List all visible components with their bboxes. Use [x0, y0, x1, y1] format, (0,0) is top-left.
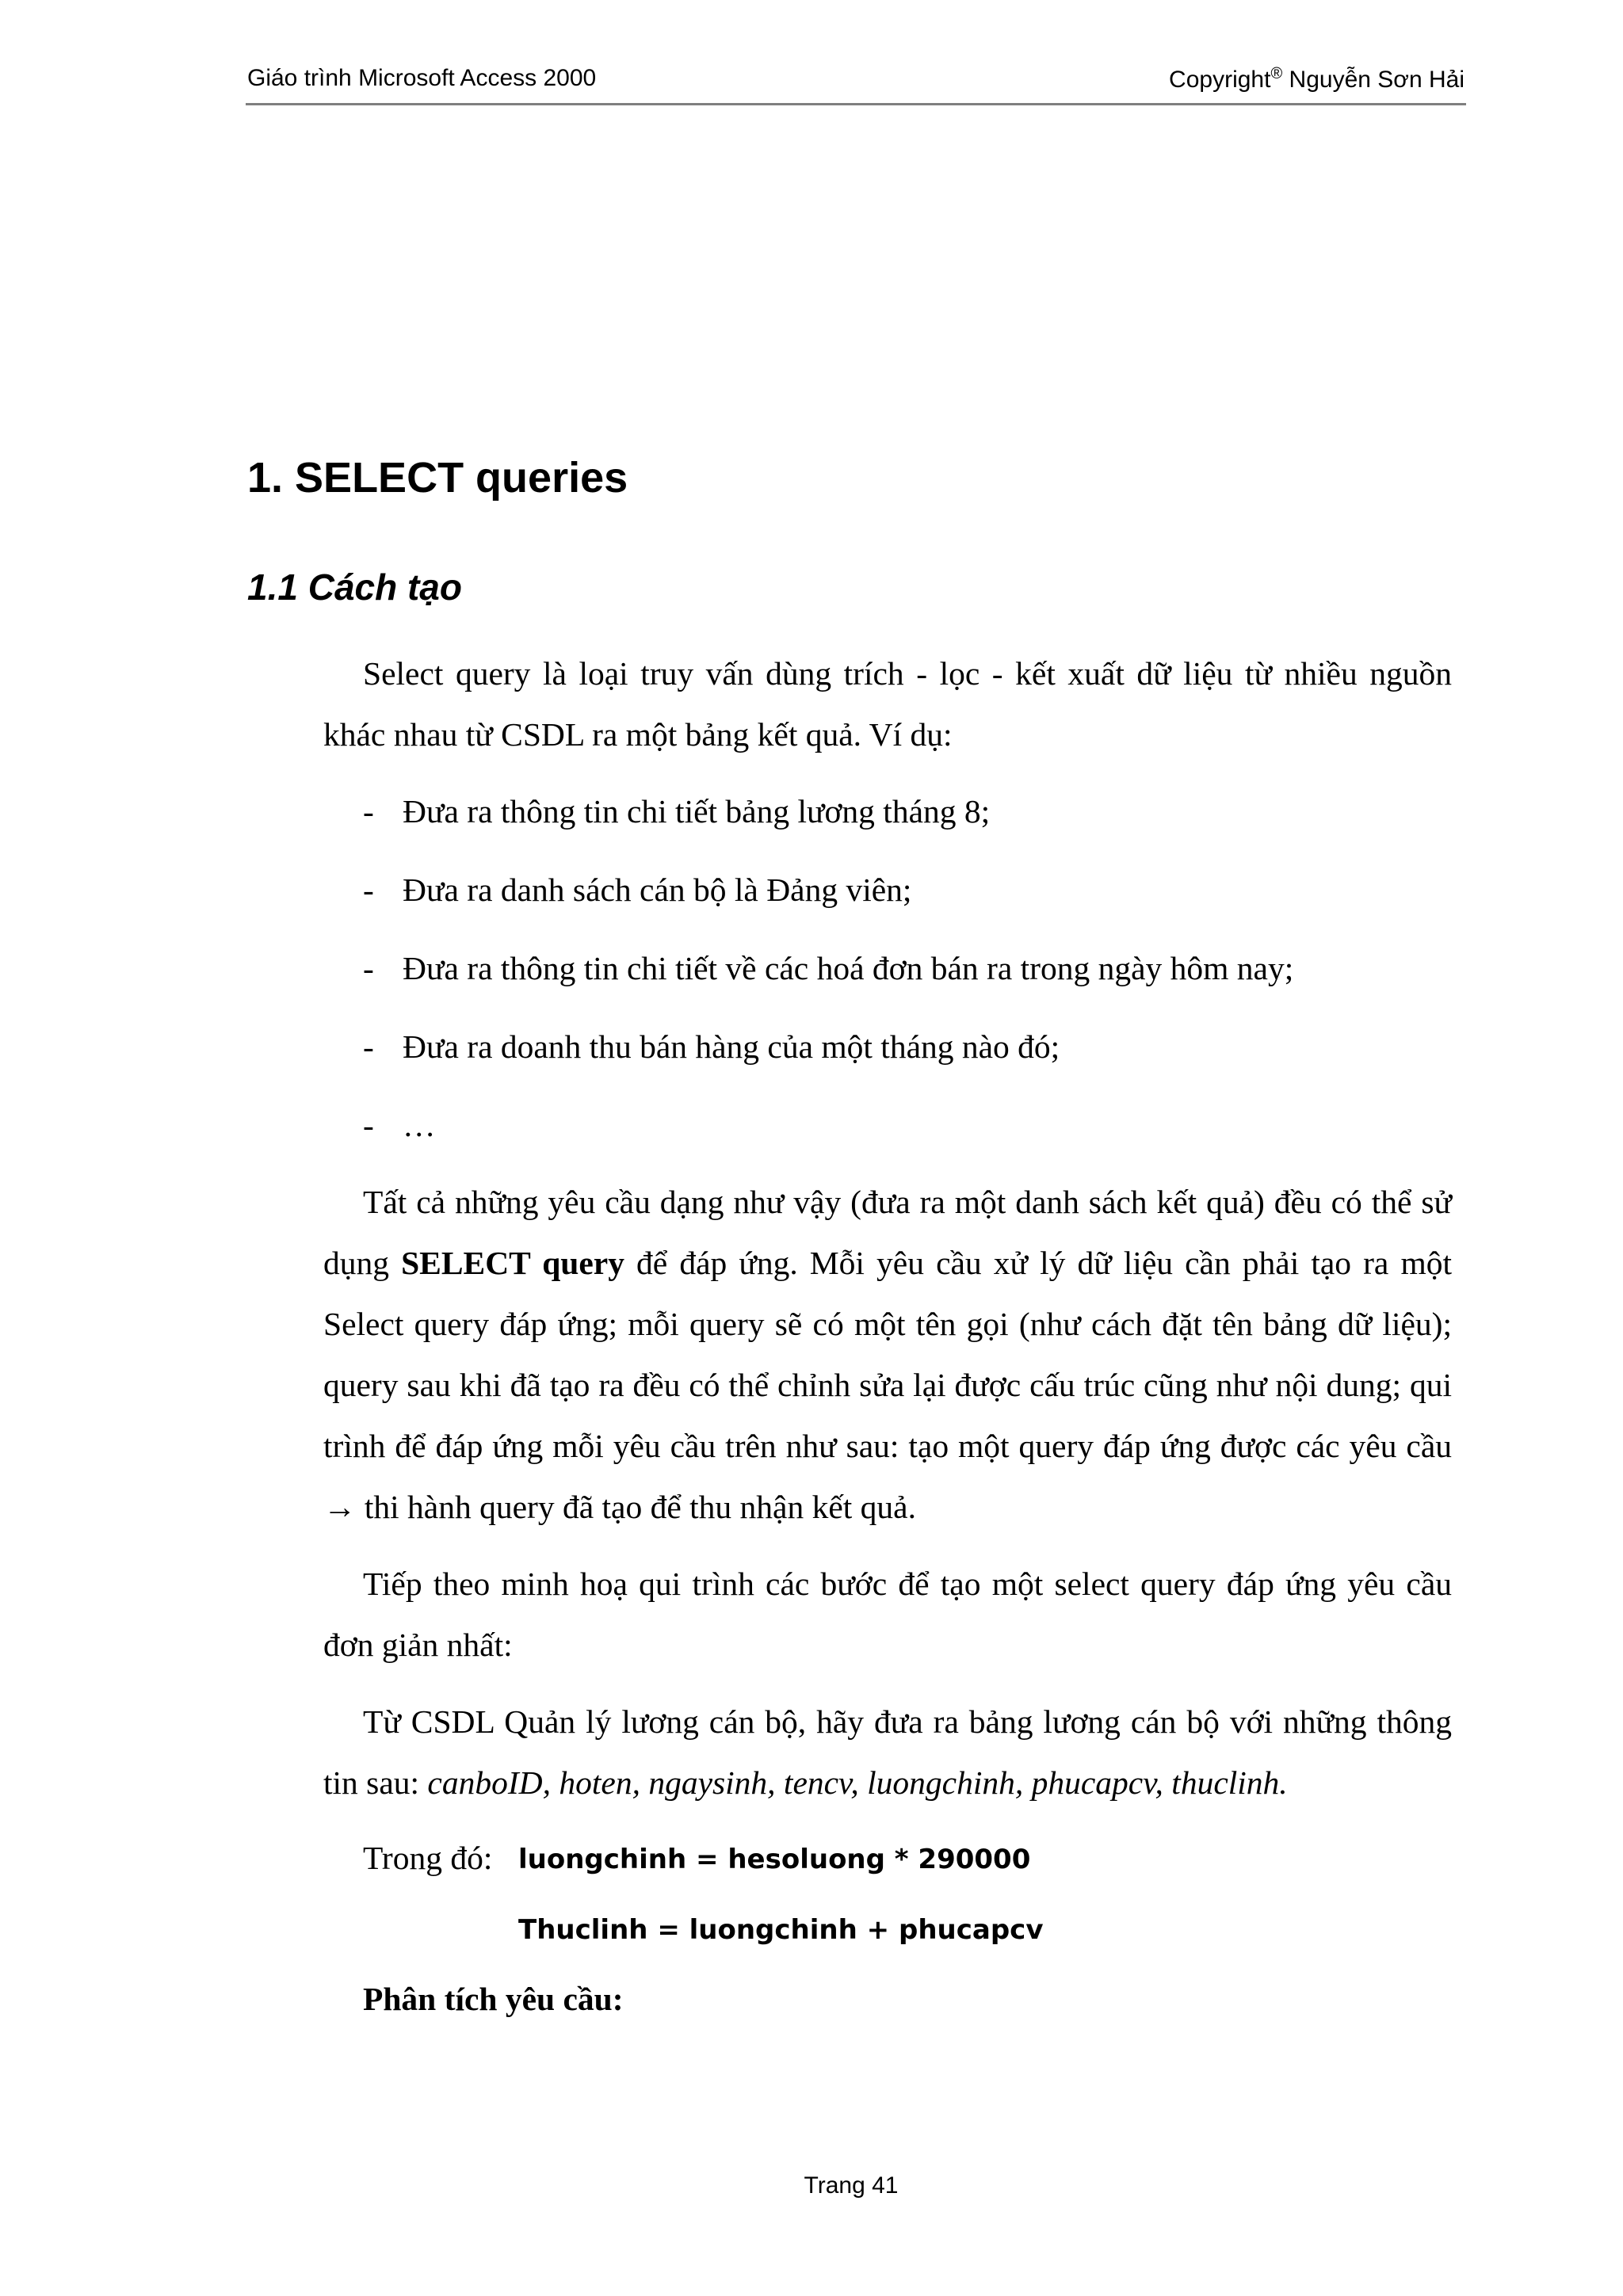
list-dash: - — [363, 1028, 374, 1065]
field-list: canboID, hoten, ngaysinh, tencv, luongchinh, phucapcv, thuclinh. — [427, 1764, 1288, 1801]
list-item — [363, 1095, 1452, 1156]
list-dash: - — [363, 950, 374, 986]
list-item-text: Đưa ra danh sách cán bộ là Đảng viên; — [403, 871, 912, 908]
list-dash: - — [363, 871, 374, 908]
explanation-text-start: Tất cả những yêu cầu dạng như vậy (đưa ra một danh sách kết quả) đều có thể sử dụng — [323, 1184, 1452, 1281]
example-requirement-paragraph — [323, 1691, 1452, 1814]
subsection-title: 1.1 Cách tạo — [247, 566, 462, 608]
page-body — [323, 643, 1452, 2030]
list-item-text: Đưa ra thông tin chi tiết về các hoá đơn bán ra trong ngày hôm nay; — [403, 950, 1294, 986]
list-item-text: Đưa ra doanh thu bán hàng của một tháng nào đó; — [403, 1028, 1060, 1065]
page-header — [246, 63, 1466, 105]
list-dash: - — [363, 793, 374, 830]
formula-luongchinh: luongchinh = hesoluong * 290000 — [518, 1844, 1031, 1875]
requirement-text: Từ CSDL Quản lý lương cán bộ, hãy đưa ra bảng lương cán bộ với những thông tin sau: — [323, 1703, 1452, 1801]
formula-row — [323, 1898, 1452, 1959]
list-item — [363, 860, 1452, 921]
select-query-explanation — [323, 1172, 1452, 1538]
page-number: Trang 41 — [804, 2172, 899, 2199]
list-item-text: Đưa ra thông tin chi tiết bảng lương tháng 8; — [403, 793, 991, 830]
list-item — [363, 1016, 1452, 1077]
explanation-text-end: thi hành query đã tạo để thu nhận kết quả. — [356, 1489, 916, 1525]
list-item-text: … — [403, 1107, 436, 1143]
list-item — [363, 781, 1452, 842]
list-dash: - — [363, 1107, 374, 1143]
section-title: 1. SELECT queries — [247, 454, 628, 502]
registered-mark: ® — [1270, 65, 1283, 82]
intro-paragraph: Select query là loại truy vấn dùng trích - lọc - kết xuất dữ liệu từ nhiều nguồn khác nhau từ CSDL ra một bảng kết quả. Ví dụ: — [323, 655, 1452, 753]
explanation-text-middle: để đáp ứng. Mỗi yêu cầu xử lý dữ liệu cần phải tạo ra một Select query đáp ứng; mỗi query sẽ có một tên gọi (như cách đặt tên bảng dữ liệu); query sau khi đã tạo ra đều có thể chỉnh sửa lại được cấu trúc cũng như nội dung; qui trình để đáp ứng mỗi yêu cầu trên như sau: tạo một query đáp ứng được các yêu cầu — [323, 1245, 1452, 1464]
analysis-heading: Phân tích yêu cầu: — [363, 1981, 624, 2017]
copyright-label: Copyright — [1169, 67, 1271, 93]
formula-row — [323, 1828, 1452, 1889]
arrow-icon: → — [323, 1489, 357, 1525]
formula-label: Trong đó: — [363, 1840, 493, 1876]
header-book-title: Giáo trình Microsoft Access 2000 — [247, 65, 597, 91]
select-query-term: SELECT query — [401, 1245, 624, 1281]
author-name: Nguyễn Sơn Hải — [1282, 67, 1465, 93]
process-intro-paragraph: Tiếp theo minh hoạ qui trình các bước để tạo một select query đáp ứng yêu cầu đơn giản nhất: — [323, 1566, 1452, 1663]
formula-thuclinh: Thuclinh = luongchinh + phucapcv — [518, 1914, 1044, 1946]
header-copyright — [1169, 65, 1465, 93]
list-item — [363, 938, 1452, 999]
